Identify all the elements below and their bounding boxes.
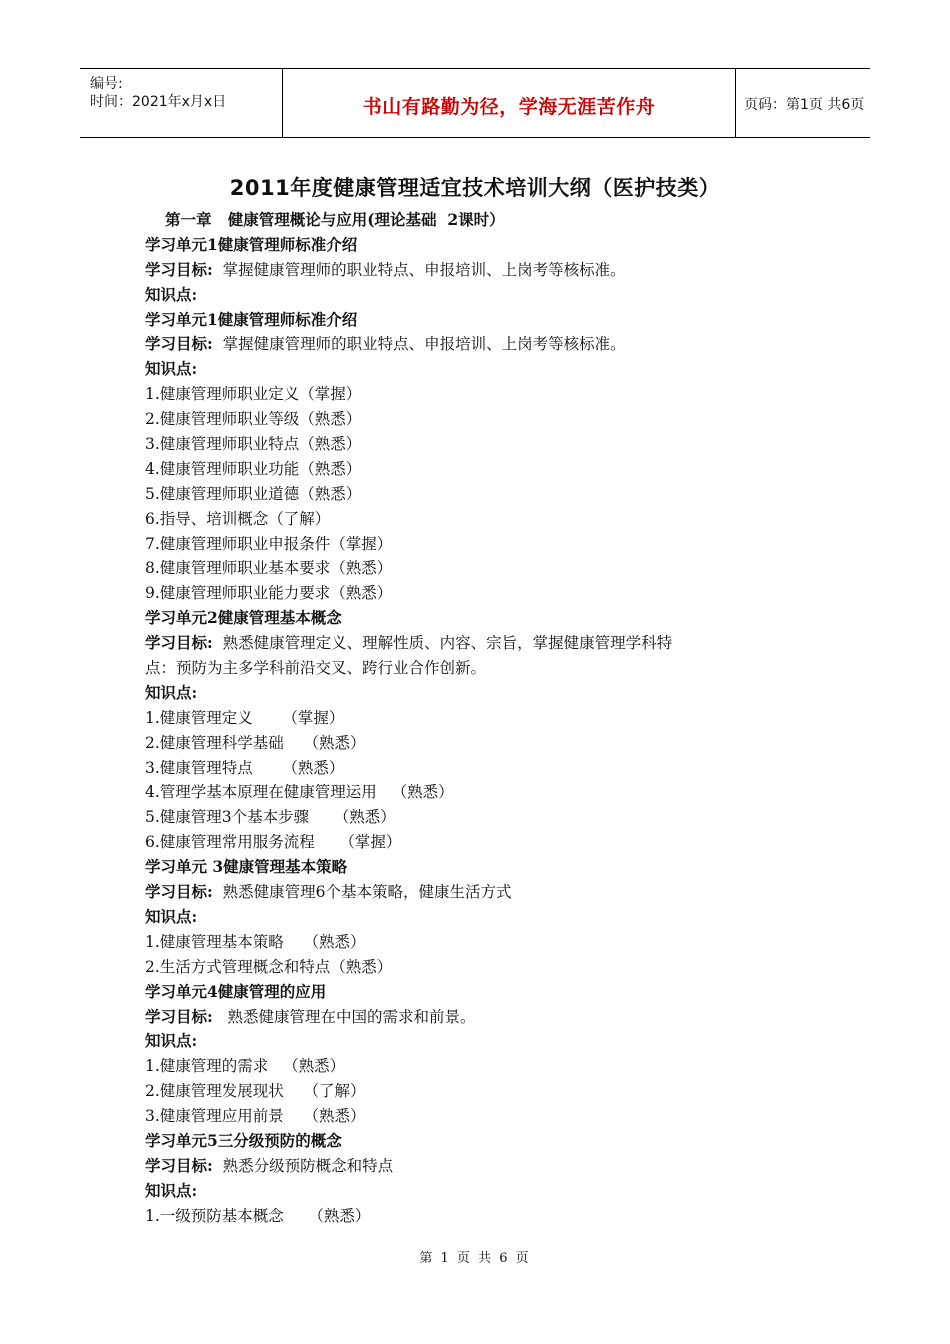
section-heading: 学习单元4健康管理的应用	[145, 981, 327, 1001]
page-label: 页码：第1页 共6页	[744, 97, 865, 113]
objective-line	[145, 258, 825, 283]
document-body	[145, 208, 825, 1229]
section-heading: 学习单元5三分级预防的概念	[145, 1130, 342, 1150]
section-heading: 知识点:	[145, 906, 198, 926]
objective-text: 掌握健康管理师的职业特点、申报培训、上岗考等核标准。	[212, 335, 626, 354]
section-heading: 学习单元1健康管理师标准介绍	[145, 234, 358, 254]
header-page	[735, 69, 870, 137]
list-item: 2.生活方式管理概念和特点（熟悉）	[145, 957, 393, 976]
objective-text: 熟悉健康管理定义、理解性质、内容、宗旨，掌握健康管理学科特	[212, 634, 673, 653]
list-item: 4.管理学基本原理在健康管理运用 （熟悉）	[145, 783, 454, 802]
list-item: 2.健康管理发展现状 （了解）	[145, 1082, 366, 1101]
list-item: 2.健康管理科学基础 （熟悉）	[145, 733, 366, 752]
list-item: 7.健康管理师职业申报条件（掌握）	[145, 534, 393, 553]
list-item: 3.健康管理师职业特点（熟悉）	[145, 435, 362, 454]
objective-text: 掌握健康管理师的职业特点、申报培训、上岗考等核标准。	[212, 260, 626, 279]
section-heading: 知识点:	[145, 1180, 198, 1200]
objective-label: 学习目标:	[145, 259, 213, 279]
section-heading: 知识点:	[145, 1031, 198, 1051]
list-item: 3.健康管理特点 （熟悉）	[145, 758, 345, 777]
section-heading: 学习单元1健康管理师标准介绍	[145, 309, 358, 329]
section-heading: 学习单元2健康管理基本概念	[145, 608, 342, 628]
objective-label: 学习目标:	[145, 1006, 213, 1026]
list-item: 5.健康管理师职业道德（熟悉）	[145, 484, 362, 503]
list-item: 2.健康管理师职业等级（熟悉）	[145, 410, 362, 429]
objective-label: 学习目标:	[145, 882, 213, 902]
list-item: 1.健康管理的需求 （熟悉）	[145, 1057, 346, 1076]
list-item: 1.健康管理基本策略 （熟悉）	[145, 932, 366, 951]
objective-label: 学习目标:	[145, 633, 213, 653]
list-item: 5.健康管理3个基本步骤 （熟悉）	[145, 808, 396, 827]
list-item: 1.健康管理师职业定义（掌握）	[145, 385, 362, 404]
list-item: 6.指导、培训概念（了解）	[145, 509, 331, 528]
section-heading: 学习单元 3健康管理基本策略	[145, 857, 348, 877]
number-label: 编号:	[90, 76, 123, 92]
list-item: 1.一级预防基本概念 （熟悉）	[145, 1206, 371, 1225]
objective-line	[145, 332, 825, 357]
objective-line	[145, 1005, 825, 1030]
objective-text: 熟悉分级预防概念和特点	[212, 1156, 394, 1175]
list-item: 6.健康管理常用服务流程 （掌握）	[145, 833, 402, 852]
objective-text: 熟悉健康管理6个基本策略，健康生活方式	[212, 883, 512, 902]
objective-line	[145, 631, 825, 656]
document-header	[80, 68, 870, 138]
document-title: 2011年度健康管理适宜技术培训大纲（医护技类）	[229, 176, 721, 200]
objective-line	[145, 880, 825, 905]
objective-label: 学习目标:	[145, 334, 213, 354]
objective-label: 学习目标:	[145, 1155, 213, 1175]
list-item: 1.健康管理定义 （掌握）	[145, 708, 345, 727]
header-meta	[80, 69, 282, 137]
list-item: 4.健康管理师职业功能（熟悉）	[145, 459, 362, 478]
section-heading: 知识点:	[145, 284, 198, 304]
page-footer: 第 1 页 共 6 页	[419, 1251, 531, 1266]
motto-text: 书山有路勤为径，学海无涯苦作舟	[362, 96, 656, 118]
section-heading: 知识点:	[145, 682, 198, 702]
list-item: 9.健康管理师职业能力要求（熟悉）	[145, 584, 393, 603]
chapter-heading: 第一章 健康管理概论与应用(理论基础 2课时）	[165, 210, 505, 229]
list-item: 8.健康管理师职业基本要求（熟悉）	[145, 559, 393, 578]
objective-line	[145, 1154, 825, 1179]
list-item: 点：预防为主多学科前沿交叉、跨行业合作创新。	[145, 659, 487, 678]
header-motto	[282, 69, 736, 137]
list-item: 3.健康管理应用前景 （熟悉）	[145, 1107, 366, 1126]
date-label: 时间：2021年x月x日	[90, 94, 227, 110]
objective-text: 熟悉健康管理在中国的需求和前景。	[212, 1007, 476, 1026]
section-heading: 知识点:	[145, 359, 198, 379]
